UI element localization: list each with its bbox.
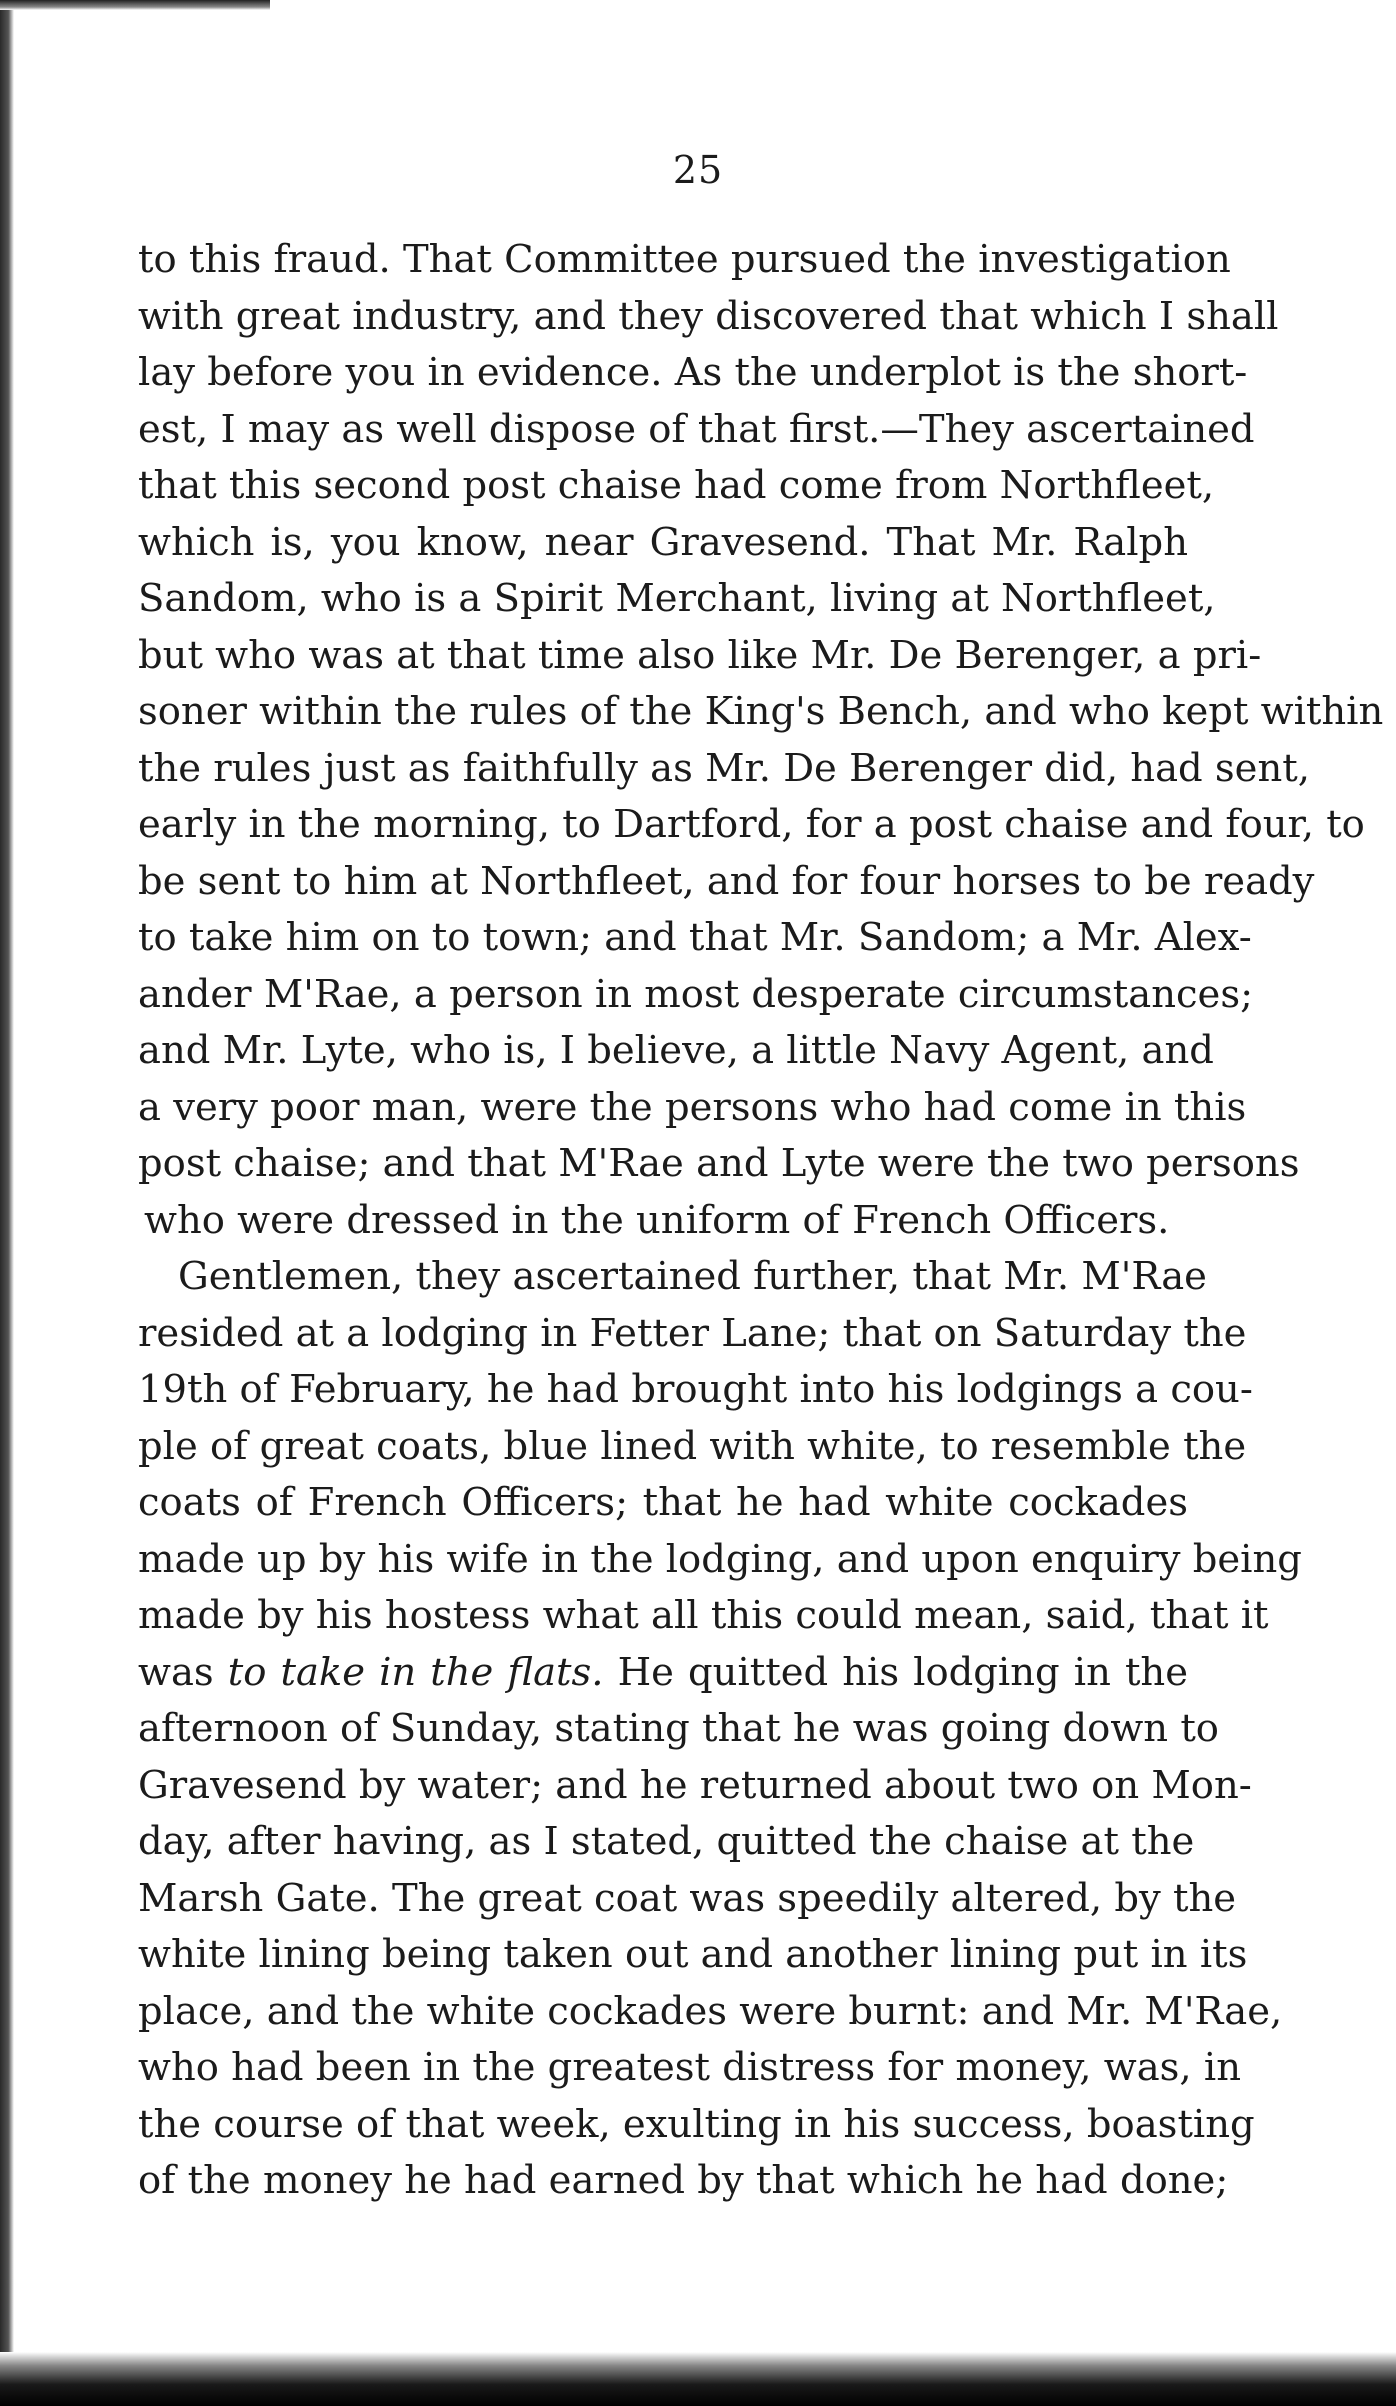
page-edge-top <box>0 0 270 10</box>
text-line: post chaise; and that M'Rae and Lyte were the two persons <box>138 1141 1300 1186</box>
page-number: 25 <box>672 148 724 192</box>
italic-phrase: to take in the flats. <box>227 1649 604 1695</box>
text-line: 19th of February, he had brought into his lodgings a cou- <box>138 1367 1253 1412</box>
text-line: place, and the white cockades were burnt: and Mr. M'Rae, <box>138 1988 1283 2034</box>
text-line: made by his hostess what all this could mean, said, that it <box>138 1593 1269 1638</box>
text-line: to this fraud. That Committee pursued the investigation <box>138 237 1231 282</box>
text-line: made up by his wife in the lodging, and upon enquiry being <box>138 1536 1302 1582</box>
text-line: ander M'Rae, a person in most desperate circumstances; <box>138 971 1254 1017</box>
text-line: of the money he had earned by that which he had done; <box>138 2158 1229 2203</box>
text-line: who had been in the greatest distress for money, was, in <box>138 2045 1242 2090</box>
text-line: lay before you in evidence. As the underplot is the short- <box>138 350 1248 395</box>
text-line: that this second post chaise had come from Northfleet, <box>138 463 1215 508</box>
text-line: ple of great coats, blue lined with white, to resemble the <box>138 1423 1247 1469</box>
paragraph-start-line: Gentlemen, they ascertained further, that Mr. M'Rae <box>178 1254 1207 1299</box>
text-line: be sent to him at Northfleet, and for four horses to be ready <box>138 858 1315 904</box>
text-line: the rules just as faithfully as Mr. De Berenger did, had sent, <box>138 745 1310 791</box>
text-line: coats of French Officers; that he had white cockades <box>138 1480 1188 1525</box>
page-edge-left <box>0 0 14 2406</box>
text-line-with-italic <box>138 1645 1188 1702</box>
page-edge-bottom <box>0 2352 1396 2406</box>
text-line: afternoon of Sunday, stating that he was going down to <box>138 1706 1219 1751</box>
text-line: Marsh Gate. The great coat was speedily altered, by the <box>138 1875 1237 1921</box>
text-line: est, I may as well dispose of that first.—They ascertained <box>138 406 1255 452</box>
text-line: day, after having, as I stated, quitted the chaise at the <box>138 1819 1195 1864</box>
text-line: Gravesend by water; and he returned about two on Mon- <box>138 1762 1252 1808</box>
text-line: the course of that week, exulting in his success, boasting <box>138 2101 1255 2147</box>
text-line: soner within the rules of the King's Bench, and who kept within <box>138 689 1384 734</box>
text-line: resided at a lodging in Fetter Lane; that on Saturday the <box>138 1310 1247 1356</box>
text-line: which is, you know, near Gravesend. That Mr. Ralph <box>138 519 1188 565</box>
text-fragment: was <box>138 1649 228 1695</box>
text-line: who were dressed in the uniform of French Officers. <box>144 1197 1170 1243</box>
text-fragment: He quitted his lodging in the <box>603 1649 1188 1695</box>
text-line: to take him on to town; and that Mr. Sandom; a Mr. Alex- <box>138 915 1252 960</box>
text-line: white lining being taken out and another lining put in its <box>138 1932 1248 1977</box>
body-text <box>138 232 1384 2210</box>
text-line: but who was at that time also like Mr. De Berenger, a pri- <box>138 632 1262 678</box>
text-line: with great industry, and they discovered that which I shall <box>138 293 1279 339</box>
text-line: early in the morning, to Dartford, for a post chaise and four, to <box>138 802 1365 847</box>
text-line: a very poor man, were the persons who had come in this <box>138 1084 1247 1130</box>
text-line: and Mr. Lyte, who is, I believe, a little Navy Agent, and <box>138 1028 1214 1073</box>
text-line: Sandom, who is a Spirit Merchant, living at Northfleet, <box>138 576 1216 621</box>
